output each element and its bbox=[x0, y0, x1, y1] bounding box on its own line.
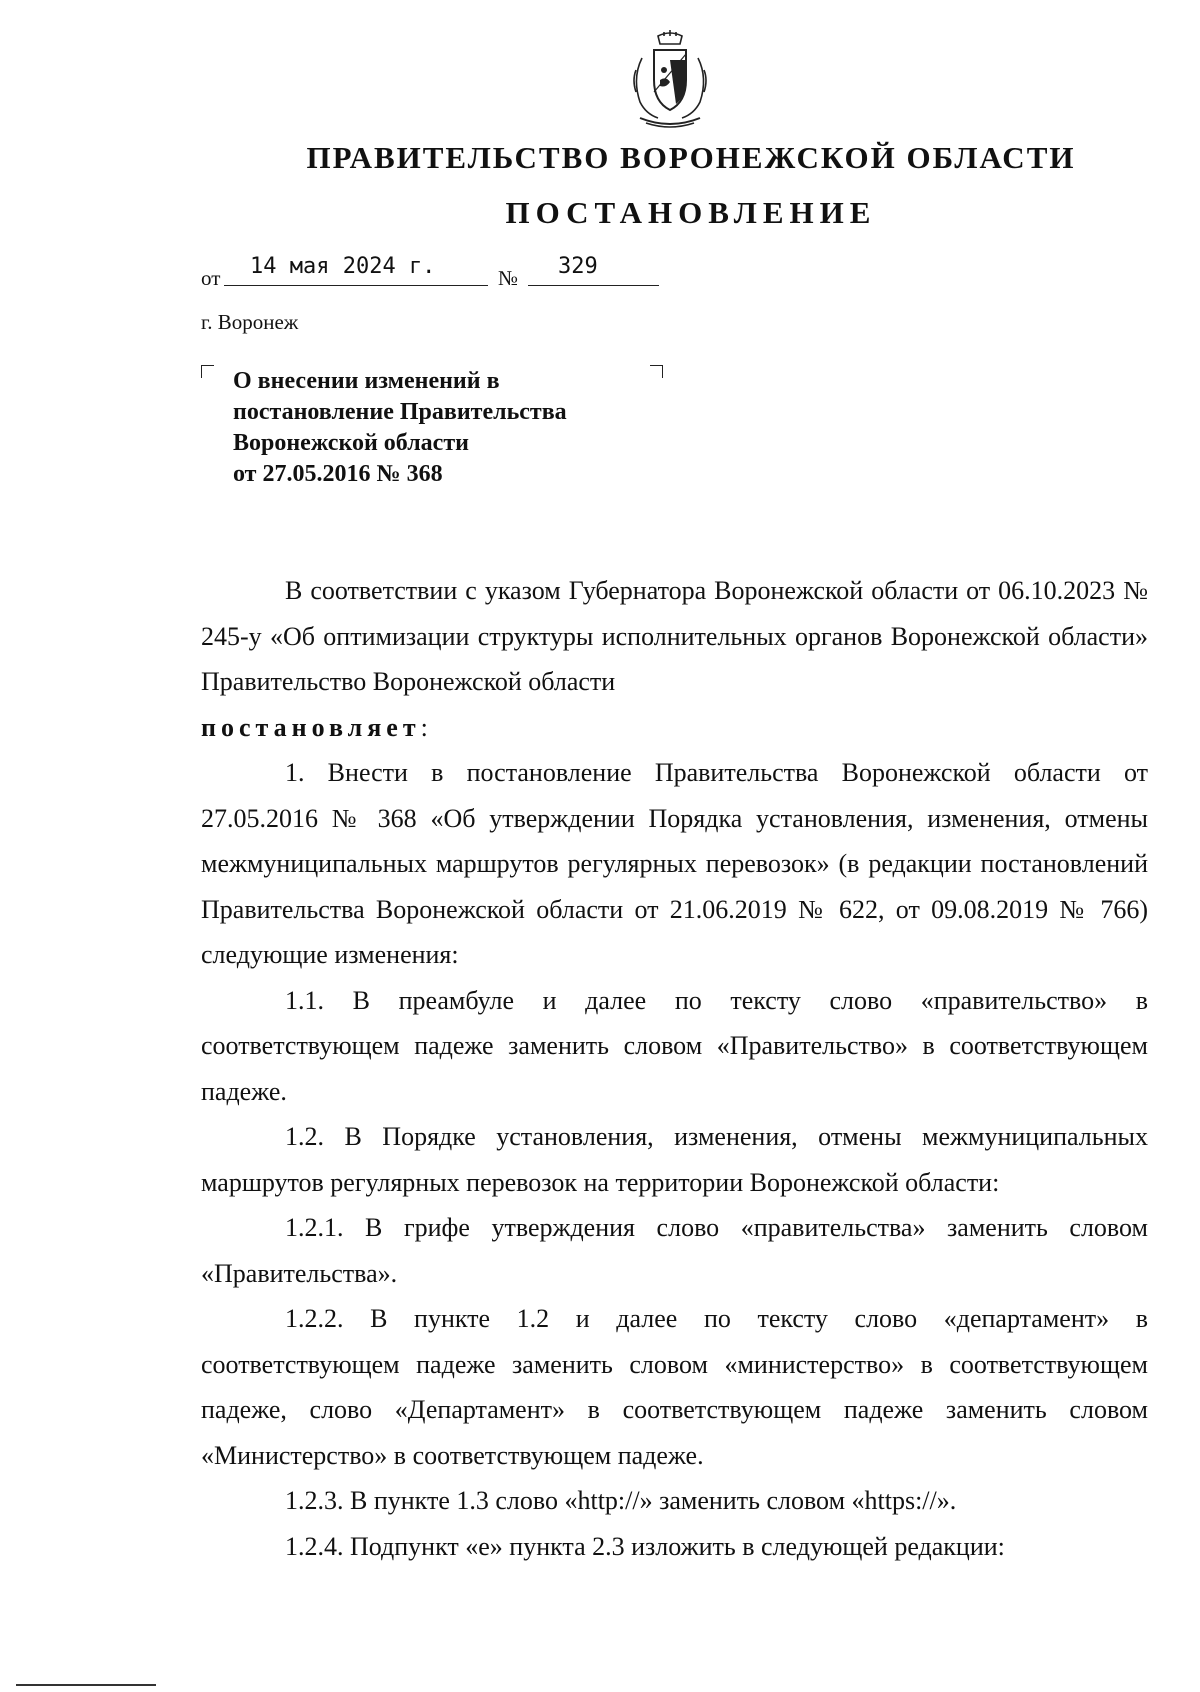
number-label: № bbox=[498, 266, 519, 290]
subject-line: О внесении изменений в bbox=[233, 368, 500, 394]
government-title: ПРАВИТЕЛЬСТВО ВОРОНЕЖСКОЙ ОБЛАСТИ bbox=[306, 140, 1076, 175]
decree-line bbox=[201, 705, 1148, 751]
paragraph-1: 1. Внести в постановление Правительства Воронежской области от 27.05.2016 № 368 «Об утверждении Порядка установления, изменения, отмены межмуниципальных маршрутов регулярных перевозок» (в редакции постановлений Правительства Воронежской области от 21.06.2019 № 622, от 09.08.2019 № 766) следующие изменения: bbox=[201, 758, 1148, 969]
subject-line: от 27.05.2016 № 368 bbox=[233, 461, 443, 487]
city-label: г. Воронеж bbox=[201, 310, 299, 334]
paragraph-1-2-2: 1.2.2. В пункте 1.2 и далее по тексту слово «департамент» в соответствующем падеже заменить словом «министерство» в соответствующем падеже, слово «Департамент» в соответствующем падеже заменить словом «Министерство» в соответствующем падеже. bbox=[201, 1304, 1148, 1470]
from-label: от bbox=[201, 266, 221, 290]
paragraph-1-2-1: 1.2.1. В грифе утверждения слово «правительства» заменить словом «Правительства». bbox=[201, 1213, 1148, 1288]
paragraph-1-1: 1.1. В преамбуле и далее по тексту слово «правительство» в соответствующем падеже заменить словом «Правительство» в соответствующем падеже. bbox=[201, 985, 1148, 1106]
paragraph-1-2: 1.2. В Порядке установления, изменения, отмены межмуниципальных маршрутов регулярных перевозок на территории Воронежской области: bbox=[201, 1122, 1148, 1197]
paragraph-1-2-3: 1.2.3. В пункте 1.3 слово «http://» заменить словом «https://». bbox=[285, 1486, 957, 1515]
subject-line: постановление Правительства bbox=[233, 399, 567, 425]
decree-word: постановляет bbox=[201, 712, 421, 742]
decree-colon: : bbox=[420, 712, 428, 742]
subject-bracket-left bbox=[201, 365, 214, 378]
footer-rule bbox=[16, 1684, 156, 1686]
document-number: 329 bbox=[528, 252, 659, 286]
document-type-title: ПОСТАНОВЛЕНИЕ bbox=[505, 195, 877, 230]
paragraph-1-2-4: 1.2.4. Подпункт «е» пункта 2.3 изложить в следующей редакции: bbox=[285, 1531, 1005, 1561]
document-date: 14 мая 2024 г. bbox=[224, 252, 488, 286]
preamble-paragraph: В соответствии с указом Губернатора Воронежской области от 06.10.2023 № 245-у «Об оптимизации структуры исполнительных органов Воронежской области» Правительство Воронежской области bbox=[201, 576, 1148, 696]
subject-line: Воронежской области bbox=[233, 430, 469, 456]
coat-of-arms-emblem bbox=[620, 30, 720, 130]
document-body bbox=[201, 568, 1148, 1569]
date-number-line bbox=[201, 252, 701, 292]
document-subject bbox=[233, 366, 663, 490]
